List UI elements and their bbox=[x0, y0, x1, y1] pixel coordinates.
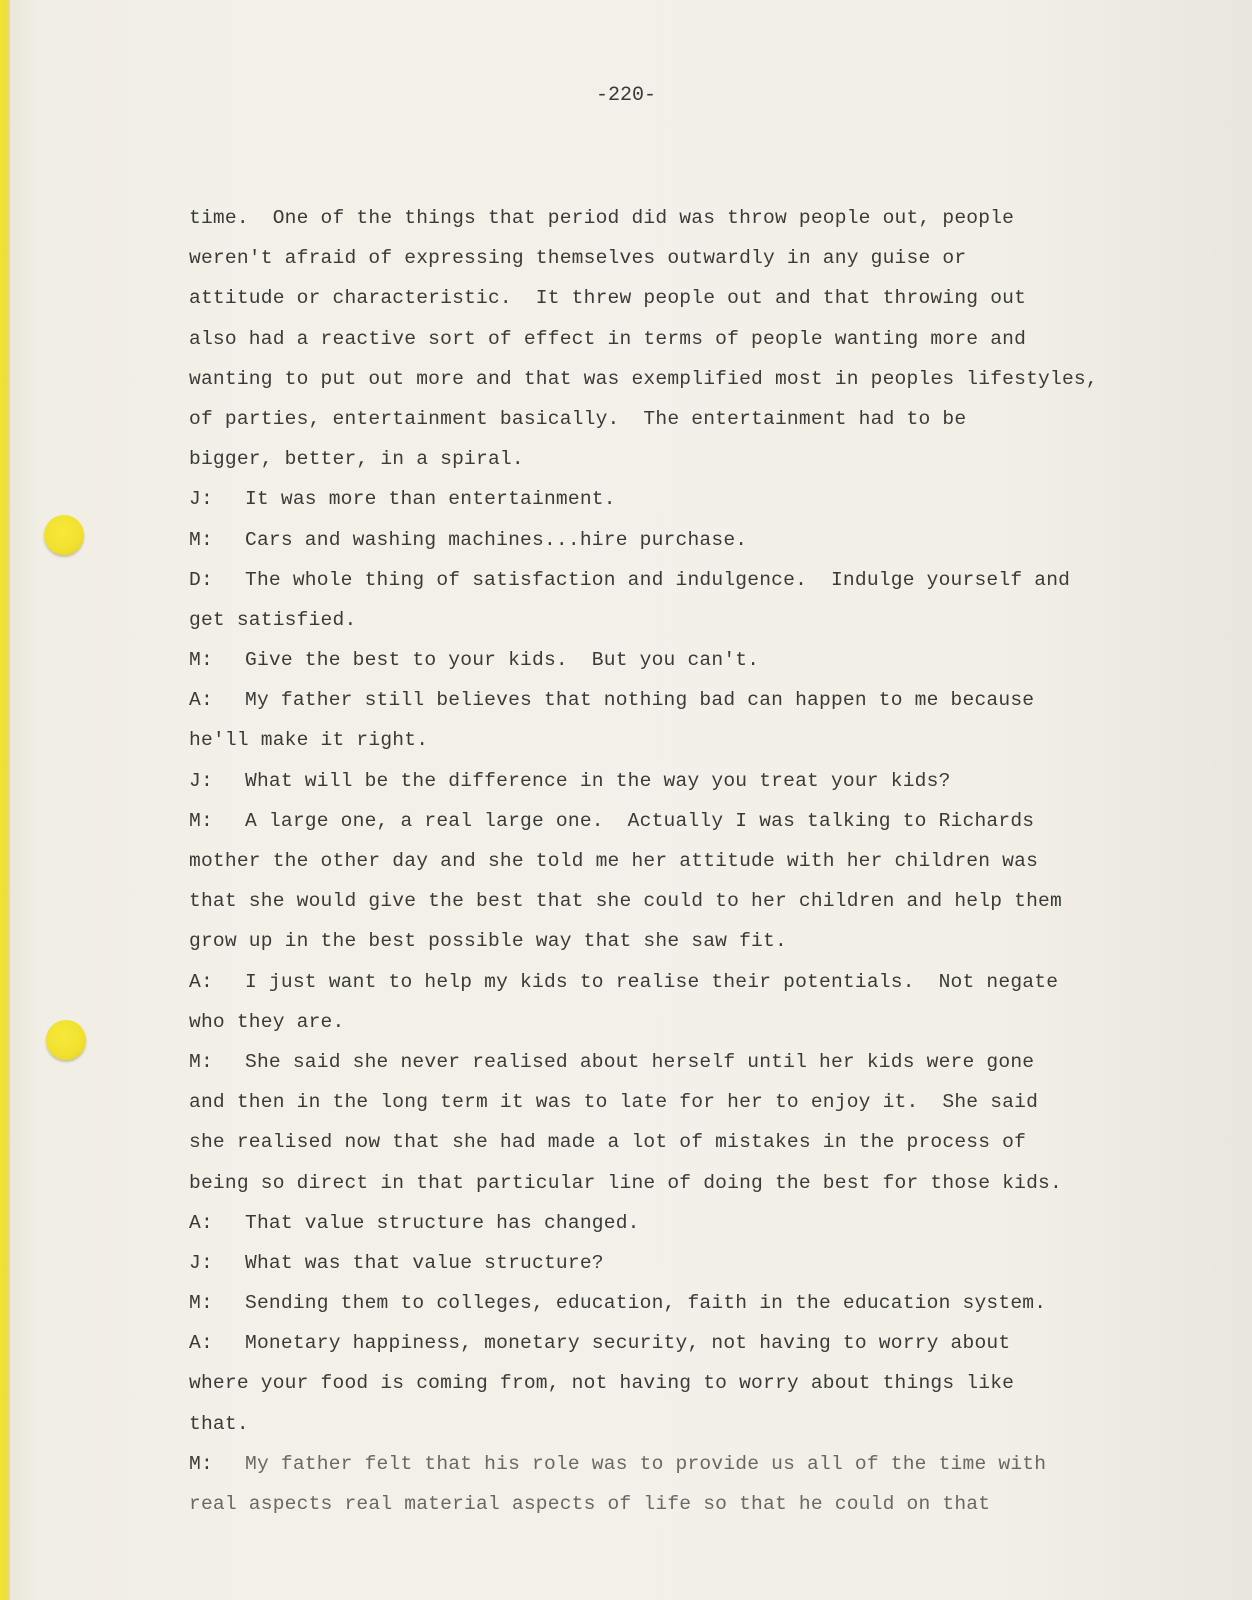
transcript-line bbox=[189, 680, 1229, 720]
speaker-label: J: bbox=[189, 769, 213, 792]
line-text: My father felt that his role was to provide us all of the time with bbox=[245, 1452, 1047, 1475]
transcript-line bbox=[189, 921, 1229, 961]
line-text: mother the other day and she told me her attitude with her children was bbox=[189, 850, 1039, 872]
yellow-page-edge bbox=[0, 0, 10, 1600]
line-text: where your food is coming from, not having to worry about things like bbox=[189, 1372, 1015, 1395]
transcript-line bbox=[189, 1363, 1229, 1403]
transcript-line bbox=[189, 720, 1229, 760]
line-text: real aspects real material aspects of life so that he could on that bbox=[189, 1493, 991, 1515]
line-text: attitude or characteristic. It threw people out and that throwing out bbox=[189, 287, 1027, 310]
line-text: The whole thing of satisfaction and indulgence. Indulge yourself and bbox=[245, 568, 1071, 591]
line-text: Monetary happiness, monetary security, not having to worry about bbox=[245, 1332, 1011, 1355]
line-text: It was more than entertainment. bbox=[245, 488, 616, 511]
line-text: Cars and washing machines...hire purchase. bbox=[245, 528, 748, 551]
line-text: wanting to put out more and that was exemplified most in peoples lifestyles, bbox=[189, 367, 1098, 390]
line-text: weren't afraid of expressing themselves outwardly in any guise or bbox=[189, 247, 967, 270]
line-text: also had a reactive sort of effect in terms of people wanting more and bbox=[189, 327, 1027, 350]
page-number: -220- bbox=[595, 84, 656, 107]
speaker-label: A: bbox=[189, 1211, 213, 1234]
line-text: of parties, entertainment basically. The entertainment had to be bbox=[189, 407, 967, 430]
line-text: What will be the difference in the way you treat your kids? bbox=[245, 769, 951, 792]
line-text: grow up in the best possible way that she saw fit. bbox=[189, 930, 787, 953]
line-text: time. One of the things that period did was throw people out, people bbox=[189, 207, 1015, 229]
speaker-label: A: bbox=[189, 1332, 213, 1355]
transcript-line bbox=[189, 1444, 1229, 1484]
line-text: A large one, a real large one. Actually I was talking to Richards bbox=[245, 809, 1035, 832]
transcript-line bbox=[189, 1323, 1229, 1363]
speaker-label: A: bbox=[189, 689, 213, 712]
transcript-line bbox=[189, 319, 1229, 359]
speaker-label: M: bbox=[189, 1050, 213, 1073]
transcript-line bbox=[189, 1203, 1229, 1243]
line-text: that she would give the best that she could to her children and help them bbox=[189, 890, 1062, 913]
transcript-line bbox=[189, 439, 1229, 479]
transcript-line bbox=[189, 399, 1229, 439]
transcript-line bbox=[189, 278, 1229, 318]
line-text: That value structure has changed. bbox=[245, 1211, 640, 1234]
line-text: who they are. bbox=[189, 1010, 345, 1033]
transcript-line bbox=[189, 359, 1229, 399]
transcript-line bbox=[189, 600, 1229, 640]
transcript-line bbox=[189, 841, 1229, 881]
speaker-label: M: bbox=[189, 809, 213, 832]
speaker-label: D: bbox=[189, 568, 213, 591]
line-text: bigger, better, in a spiral. bbox=[189, 448, 524, 471]
transcript-line bbox=[189, 962, 1229, 1002]
line-text: and then in the long term it was to late for her to enjoy it. She said bbox=[189, 1091, 1039, 1114]
transcript-line bbox=[189, 1082, 1229, 1122]
transcript-line bbox=[189, 1404, 1229, 1444]
speaker-label: J: bbox=[189, 488, 213, 511]
line-text: she realised now that she had made a lot of mistakes in the process of bbox=[189, 1131, 1027, 1154]
speaker-label: M: bbox=[189, 1452, 213, 1475]
speaker-label: M: bbox=[189, 1292, 213, 1315]
line-text: Sending them to colleges, education, faith in the education system. bbox=[245, 1292, 1047, 1315]
transcript-line bbox=[189, 1283, 1229, 1323]
speaker-label: J: bbox=[189, 1251, 213, 1274]
line-text: he'll make it right. bbox=[189, 729, 429, 752]
speaker-label: A: bbox=[189, 970, 213, 993]
transcript-line bbox=[189, 1122, 1229, 1162]
line-text: She said she never realised about herself until her kids were gone bbox=[245, 1050, 1035, 1073]
speaker-label: M: bbox=[189, 649, 213, 672]
line-text: get satisfied. bbox=[189, 608, 357, 631]
transcript-line bbox=[189, 520, 1229, 560]
line-text: that. bbox=[189, 1412, 249, 1435]
speaker-label: M: bbox=[189, 528, 213, 551]
transcript-line bbox=[189, 560, 1229, 600]
line-text: I just want to help my kids to realise their potentials. Not negate bbox=[245, 970, 1059, 993]
transcript-line bbox=[189, 1163, 1229, 1203]
transcript-line bbox=[189, 761, 1229, 801]
transcript-line bbox=[189, 198, 1229, 238]
transcript-line bbox=[189, 801, 1229, 841]
transcript-body bbox=[189, 198, 1229, 1524]
punch-hole-bottom bbox=[46, 1020, 86, 1060]
transcript-line bbox=[189, 479, 1229, 519]
line-text: being so direct in that particular line of doing the best for those kids. bbox=[189, 1171, 1062, 1194]
punch-hole-top bbox=[44, 515, 84, 555]
transcript-line bbox=[189, 640, 1229, 680]
transcript-line bbox=[189, 881, 1229, 921]
line-text: What was that value structure? bbox=[245, 1251, 604, 1274]
transcript-line bbox=[189, 1243, 1229, 1283]
line-text: Give the best to your kids. But you can't. bbox=[245, 649, 760, 672]
transcript-line bbox=[189, 1484, 1229, 1524]
transcript-line bbox=[189, 238, 1229, 278]
transcript-line bbox=[189, 1042, 1229, 1082]
line-text: My father still believes that nothing bad can happen to me because bbox=[245, 689, 1035, 712]
transcript-line bbox=[189, 1002, 1229, 1042]
